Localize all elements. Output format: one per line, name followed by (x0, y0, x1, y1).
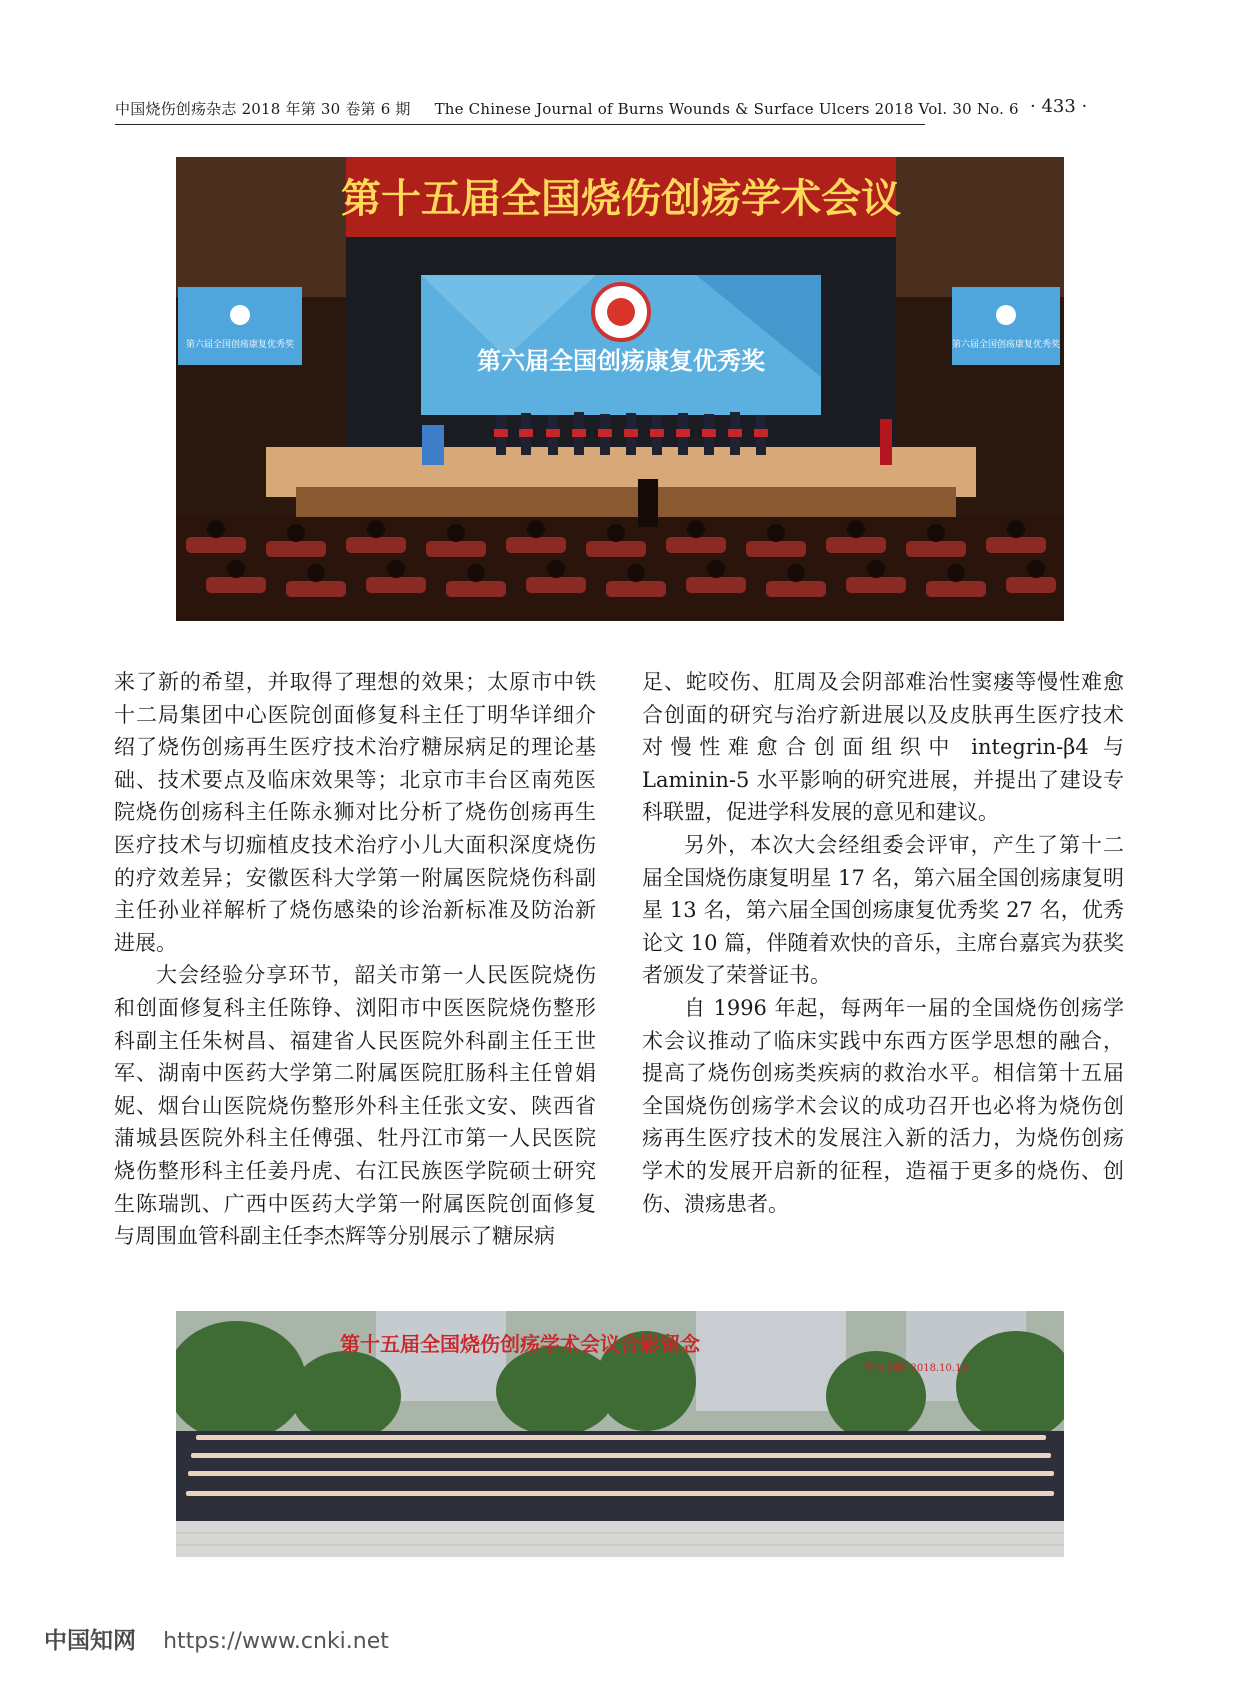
group-photo (176, 1311, 1064, 1557)
award-ceremony-photo (176, 157, 1064, 621)
group-photo-date: 湖南 湖阳 2018.10.13 (864, 1363, 968, 1374)
left-side-screen-text: 第六届全国创疡康复优秀奖 (185, 340, 295, 350)
journal-title-en: The Chinese Journal of Burns Wounds & Surface Ulcers 2018 Vol. 30 No. 6 (434, 100, 1019, 118)
paragraph: 大会经验分享环节，韶关市第一人民医院烧伤和创面修复科主任陈铮、浏阳市中医医院烧伤整形科副主任朱树昌、福建省人民医院外科副主任王世军、湖南中医药大学第二附属医院肛肠科主任曾娟妮、烟台山医院烧伤整形外科主任张文安、陕西省蒲城县医院外科主任傅强、牡丹江市第一人民医院烧伤整形科主任姜丹虎、右江民族医学院硕士研究生陈瑞凯、广西中医药大学第一附属医院创面修复与周围血管科副主任李杰辉等分别展示了糖尿病 (114, 963, 596, 1249)
right-side-screen-text: 第六届全国创疡康复优秀奖 (951, 340, 1061, 350)
page-number: · 433 · (1030, 96, 1088, 117)
running-header (115, 98, 1019, 125)
journal-title-cn: 中国烧伤创疡杂志 2018 年第 30 卷第 6 期 (115, 100, 411, 118)
body-column-right (642, 666, 1124, 1220)
group-photo-banner: 第十五届全国烧伤创疡学术会议合影留念 (340, 1332, 700, 1356)
paragraph: 另外，本次大会经组委会评审，产生了第十二届全国烧伤康复明星 17 名，第六届全国创疡康复明星 13 名，第六届全国创疡康复优秀奖 27 名，优秀论文 10 篇，伴随着欢快的音乐，主席台嘉宾为获奖者颁发了荣誉证书。 (642, 832, 1124, 988)
paragraph: 自 1996 年起，每两年一届的全国烧伤创疡学术会议推动了临床实践中东西方医学思想的融合，提高了烧伤创疡类疾病的救治水平。相信第十五届全国烧伤创疡学术会议的成功召开也必将为烧伤创疡再生医疗技术的发展注入新的活力，为烧伤创疡学术的发展开启新的征程，造福于更多的烧伤、创伤、溃疡患者。 (642, 995, 1124, 1216)
paragraph: 来了新的希望，并取得了理想的效果；太原市中铁十二局集团中心医院创面修复科主任丁明华详细介绍了烧伤创疡再生医疗技术治疗糖尿病足的理论基础、技术要点及临床效果等；北京市丰台区南苑医院烧伤创疡科主任陈永狮对比分析了烧伤创疡再生医疗技术与切痂植皮技术治疗小儿大面积深度烧伤的疗效差异；安徽医科大学第一附属医院烧伤科副主任孙业祥解析了烧伤感染的诊治新标准及防治新进展。 (114, 670, 596, 955)
body-column-left (114, 666, 596, 1253)
footer (44, 1622, 389, 1655)
paragraph: 足、蛇咬伤、肛周及会阴部难治性窦瘘等慢性难愈合创面的研究与治疗新进展以及皮肤再生医疗技术对慢性难愈合创面组织中 integrin-β4 与 Laminin-5 水平影响的研究进展，并提出了建设专科联盟，促进学科发展的意见和建议。 (642, 670, 1124, 825)
banner-text: 第十五届全国烧伤创疡学术会议 (341, 176, 901, 222)
cnki-logo: 中国知网 (44, 1628, 136, 1654)
screen-title: 第六届全国创疡康复优秀奖 (477, 347, 765, 375)
cnki-url[interactable]: https://www.cnki.net (163, 1629, 389, 1654)
